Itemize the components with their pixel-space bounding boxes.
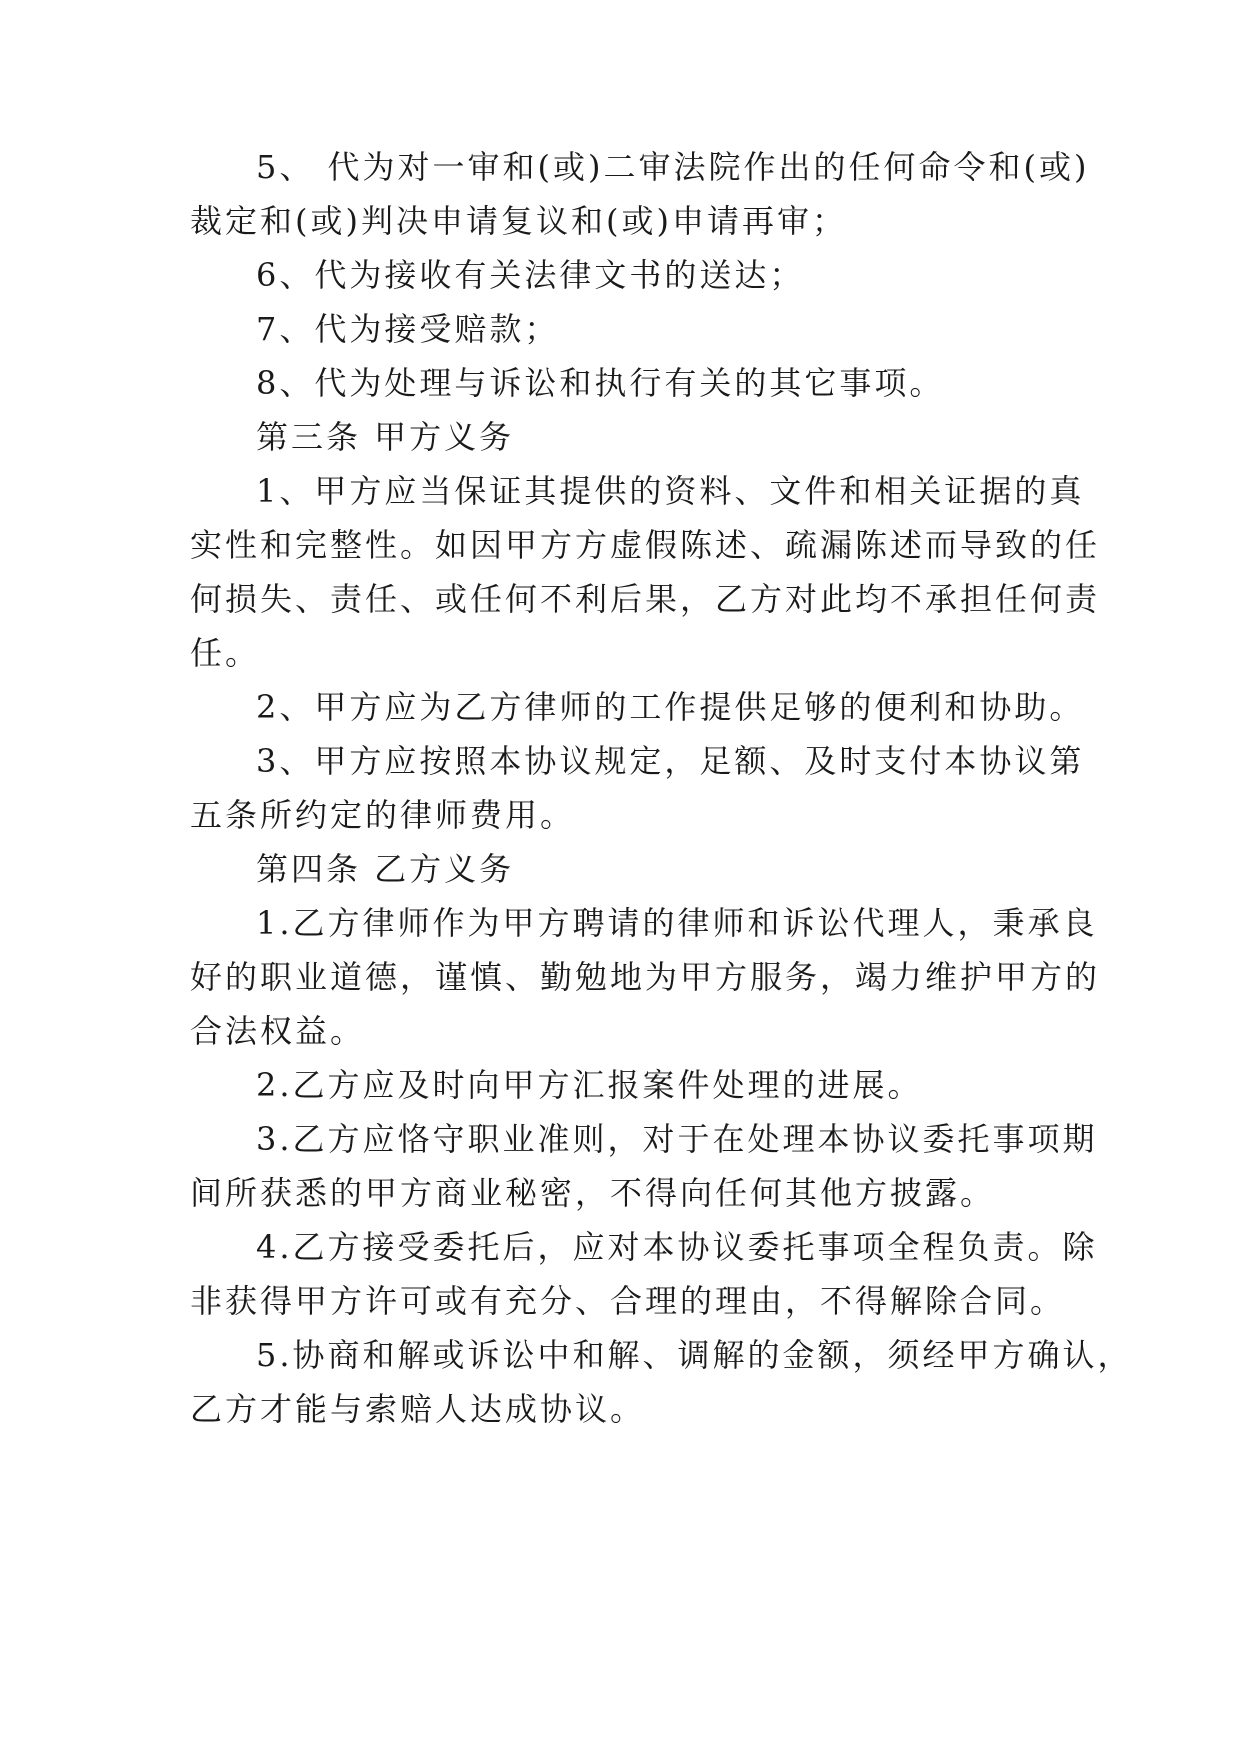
clause-4-item-2: 2.乙方应及时向甲方汇报案件处理的进展。 xyxy=(256,1066,923,1104)
clause-4-item-1-line-2: 好的职业道德，谨慎、勤勉地为甲方服务，竭力维护甲方的 xyxy=(190,958,1101,996)
clause-4-item-1-line-3: 合法权益。 xyxy=(190,1012,366,1050)
clause-3-item-1-line-2: 实性和完整性。如因甲方方虚假陈述、疏漏陈述而导致的任 xyxy=(190,526,1101,564)
clause-4-item-3-line-2: 间所获悉的甲方商业秘密，不得向任何其他方披露。 xyxy=(190,1174,996,1212)
clause-3-item-1-line-1: 1、甲方应当保证其提供的资料、文件和相关证据的真 xyxy=(256,472,1085,510)
clause-2-item-6: 6、代为接收有关法律文书的送达； xyxy=(256,256,805,294)
clause-2-item-8: 8、代为处理与诉讼和执行有关的其它事项。 xyxy=(256,364,945,402)
clause-3-item-2: 2、甲方应为乙方律师的工作提供足够的便利和协助。 xyxy=(256,688,1085,726)
clause-2-item-5-line-1: 5、 代为对一审和(或)二审法院作出的任何命令和(或) xyxy=(256,148,1090,186)
clause-2-item-5-line-2: 裁定和(或)判决申请复议和(或)申请再审； xyxy=(190,202,847,240)
clause-3-item-3-line-2: 五条所约定的律师费用。 xyxy=(190,796,576,834)
clause-4-heading: 第四条 乙方义务 xyxy=(256,850,515,888)
clause-2-item-7: 7、代为接受赔款； xyxy=(256,310,560,348)
clause-3-item-1-line-3: 何损失、责任、或任何不利后果，乙方对此均不承担任何责 xyxy=(190,580,1101,618)
clause-3-item-1-line-4: 任。 xyxy=(190,634,261,672)
clause-3-item-3-line-1: 3、甲方应按照本协议规定，足额、及时支付本协议第 xyxy=(256,742,1085,780)
clause-3-heading: 第三条 甲方义务 xyxy=(256,418,515,456)
clause-4-item-1-line-1: 1.乙方律师作为甲方聘请的律师和诉讼代理人，秉承良 xyxy=(256,904,1098,942)
clause-4-item-3-line-1: 3.乙方应恪守职业准则，对于在处理本协议委托事项期 xyxy=(256,1120,1098,1158)
clause-4-item-5-line-2: 乙方才能与索赔人达成协议。 xyxy=(190,1390,646,1428)
clause-4-item-4-line-1: 4.乙方接受委托后，应对本协议委托事项全程负责。除 xyxy=(256,1228,1098,1266)
clause-4-item-4-line-2: 非获得甲方许可或有充分、合理的理由，不得解除合同。 xyxy=(190,1282,1066,1320)
clause-4-item-5-line-1: 5.协商和解或诉讼中和解、调解的金额，须经甲方确认， xyxy=(256,1336,1133,1374)
